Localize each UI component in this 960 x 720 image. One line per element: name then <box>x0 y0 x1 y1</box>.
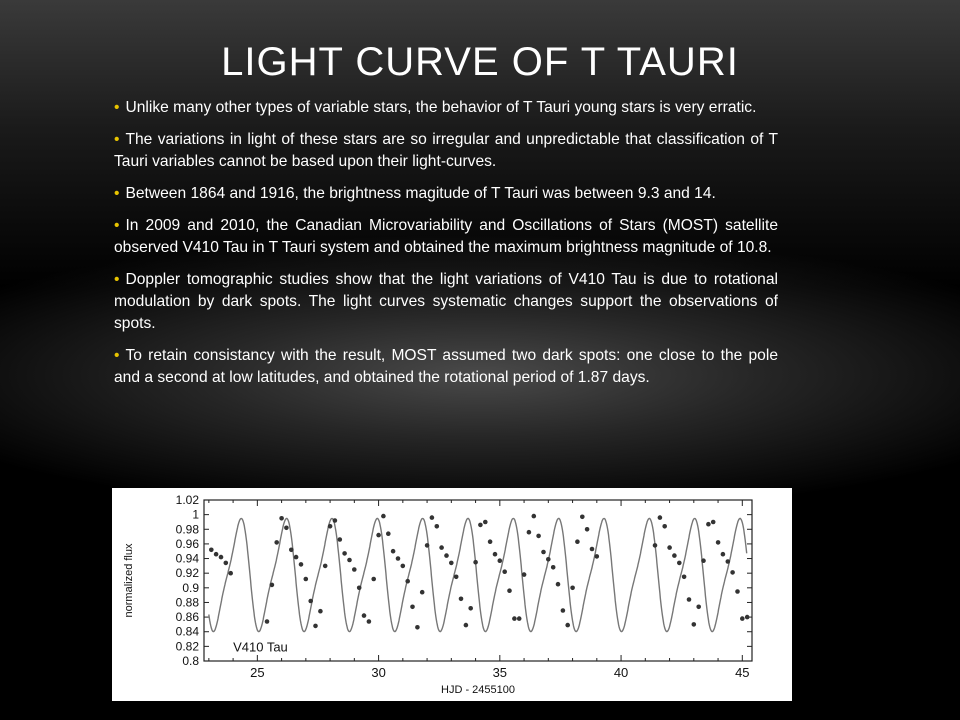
y-tick-label: 0.9 <box>182 580 199 595</box>
bullet-icon: • <box>114 99 120 116</box>
bullet-icon: • <box>114 217 120 234</box>
data-point <box>214 552 219 557</box>
data-point <box>595 554 600 559</box>
data-point <box>590 547 595 552</box>
data-point <box>706 522 711 527</box>
bullet-item <box>114 345 778 389</box>
y-tick-label: 1 <box>192 507 199 522</box>
bullet-icon: • <box>114 131 120 148</box>
data-point <box>527 530 532 535</box>
data-point <box>347 558 352 563</box>
plot-frame <box>204 500 752 661</box>
y-tick-label: 0.8 <box>182 654 199 668</box>
data-point <box>459 597 464 602</box>
bullet-item <box>114 269 778 335</box>
data-point <box>381 514 386 519</box>
star-annotation: V410 Tau <box>233 639 288 655</box>
bullet-icon: • <box>114 185 120 202</box>
data-point <box>483 520 488 525</box>
data-point <box>585 527 590 532</box>
data-point <box>745 615 750 620</box>
y-tick-label: 0.98 <box>175 522 199 537</box>
data-point <box>726 559 731 564</box>
y-tick-label: 0.84 <box>175 624 199 639</box>
y-tick-label: 0.92 <box>175 566 199 581</box>
data-point <box>338 537 343 542</box>
data-point <box>415 625 420 630</box>
data-point <box>323 564 328 569</box>
data-point <box>498 558 503 563</box>
data-point <box>721 552 726 557</box>
y-tick-label: 0.86 <box>175 610 199 625</box>
data-point <box>551 565 556 570</box>
data-point <box>318 609 323 614</box>
data-point <box>328 524 333 529</box>
data-point <box>662 524 667 529</box>
y-tick-label: 0.94 <box>175 551 199 566</box>
data-point <box>672 553 677 558</box>
data-point <box>299 562 304 567</box>
data-point <box>740 616 745 621</box>
y-tick-label: 0.88 <box>175 595 199 610</box>
data-point <box>265 619 270 624</box>
data-point <box>270 583 275 588</box>
y-tick-label: 0.96 <box>175 536 199 551</box>
data-point <box>478 523 483 528</box>
x-tick-label: 40 <box>613 665 629 680</box>
data-point <box>653 543 658 548</box>
bullet-icon: • <box>114 271 120 288</box>
bullet-text: Unlike many other types of variable stars, the behavior of T Tauri young stars is very erratic. <box>125 99 757 116</box>
model-curve-line <box>209 519 747 632</box>
data-point <box>454 575 459 580</box>
data-point <box>333 518 338 523</box>
data-point <box>430 515 435 520</box>
data-point <box>696 605 701 610</box>
data-point <box>342 551 347 556</box>
bullet-text: Doppler tomographic studies show that the light variations of V410 Tau is due to rotational modulation by dark spots. The light curves systematic changes support the observations of spots. <box>114 271 778 332</box>
data-point <box>667 545 672 550</box>
data-point <box>444 553 449 558</box>
data-point <box>405 579 410 584</box>
bullet-icon: • <box>114 347 120 364</box>
data-point <box>682 575 687 580</box>
data-point <box>493 552 498 557</box>
data-point <box>396 556 401 561</box>
data-point <box>279 516 284 521</box>
data-point <box>401 564 406 569</box>
data-point <box>532 514 537 519</box>
data-point <box>701 558 706 563</box>
data-point <box>352 567 357 572</box>
bullet-text: To retain consistancy with the result, MOST assumed two dark spots: one close to the pole and a second at low latitudes, and obtained the rotational period of 1.87 days. <box>114 347 778 386</box>
data-point <box>308 599 313 604</box>
x-tick-label: 45 <box>735 665 750 680</box>
data-point <box>716 540 721 545</box>
data-point <box>468 606 473 611</box>
data-point <box>502 569 507 574</box>
y-tick-label: 0.82 <box>175 639 199 654</box>
data-point <box>371 577 376 582</box>
slide-title: LIGHT CURVE OF T TAURI <box>221 40 739 84</box>
x-tick-label: 30 <box>371 665 386 680</box>
data-point <box>541 550 546 555</box>
data-point <box>473 560 478 565</box>
data-point <box>546 557 551 562</box>
data-point <box>464 623 469 628</box>
bullet-item <box>114 183 778 205</box>
light-curve-chart <box>112 488 792 701</box>
x-tick-label: 35 <box>492 665 508 680</box>
data-point <box>449 561 454 566</box>
data-point <box>209 548 214 553</box>
data-point <box>376 533 381 538</box>
bullet-item <box>114 97 778 119</box>
x-axis-label: HJD - 2455100 <box>441 684 515 696</box>
y-axis-label: normalized flux <box>123 543 135 618</box>
data-point <box>735 589 740 594</box>
data-point <box>711 520 716 525</box>
data-point <box>362 613 367 618</box>
light-curve-svg <box>112 488 792 701</box>
data-point <box>425 543 430 548</box>
data-point <box>224 561 229 566</box>
data-point <box>536 534 541 539</box>
data-point <box>677 561 682 566</box>
bullet-list <box>114 97 778 399</box>
bullet-item <box>114 129 778 173</box>
data-point <box>570 586 575 591</box>
x-tick-label: 25 <box>250 665 265 680</box>
data-point <box>284 526 289 531</box>
data-point <box>439 545 444 550</box>
data-point <box>488 539 493 544</box>
bullet-text: The variations in light of these stars are so irregular and unpredictable that classification of T Tauri variables cannot be based upon their light-curves. <box>114 131 778 170</box>
data-point <box>410 605 415 610</box>
data-point <box>386 531 391 536</box>
data-point <box>367 619 372 624</box>
data-point <box>580 515 585 520</box>
data-point <box>420 590 425 595</box>
data-point <box>274 540 279 545</box>
data-point <box>294 555 299 560</box>
data-point <box>517 616 522 621</box>
y-tick-label: 1.02 <box>175 493 199 507</box>
data-point <box>289 548 294 553</box>
data-point <box>658 515 663 520</box>
data-point <box>522 572 527 577</box>
bullet-text: In 2009 and 2010, the Canadian Microvariability and Oscillations of Stars (MOST) satellite observed V410 Tau in T Tauri system and obtained the maximum brightness magnitude of 10.8. <box>114 217 778 256</box>
data-point <box>692 622 697 627</box>
bullet-item <box>114 215 778 259</box>
data-point <box>357 586 362 591</box>
data-point <box>219 555 224 560</box>
data-point <box>561 608 566 613</box>
data-point <box>687 597 692 602</box>
data-point <box>228 571 233 576</box>
data-point <box>313 624 318 629</box>
data-point <box>575 539 580 544</box>
data-point <box>730 570 735 575</box>
data-point <box>304 577 309 582</box>
data-point <box>391 549 396 554</box>
bullet-text: Between 1864 and 1916, the brightness magitude of T Tauri was between 9.3 and 14. <box>125 185 716 202</box>
data-point <box>507 588 512 593</box>
data-point <box>512 616 517 621</box>
data-point <box>435 524 440 529</box>
data-point <box>556 582 561 587</box>
data-point <box>565 623 570 628</box>
